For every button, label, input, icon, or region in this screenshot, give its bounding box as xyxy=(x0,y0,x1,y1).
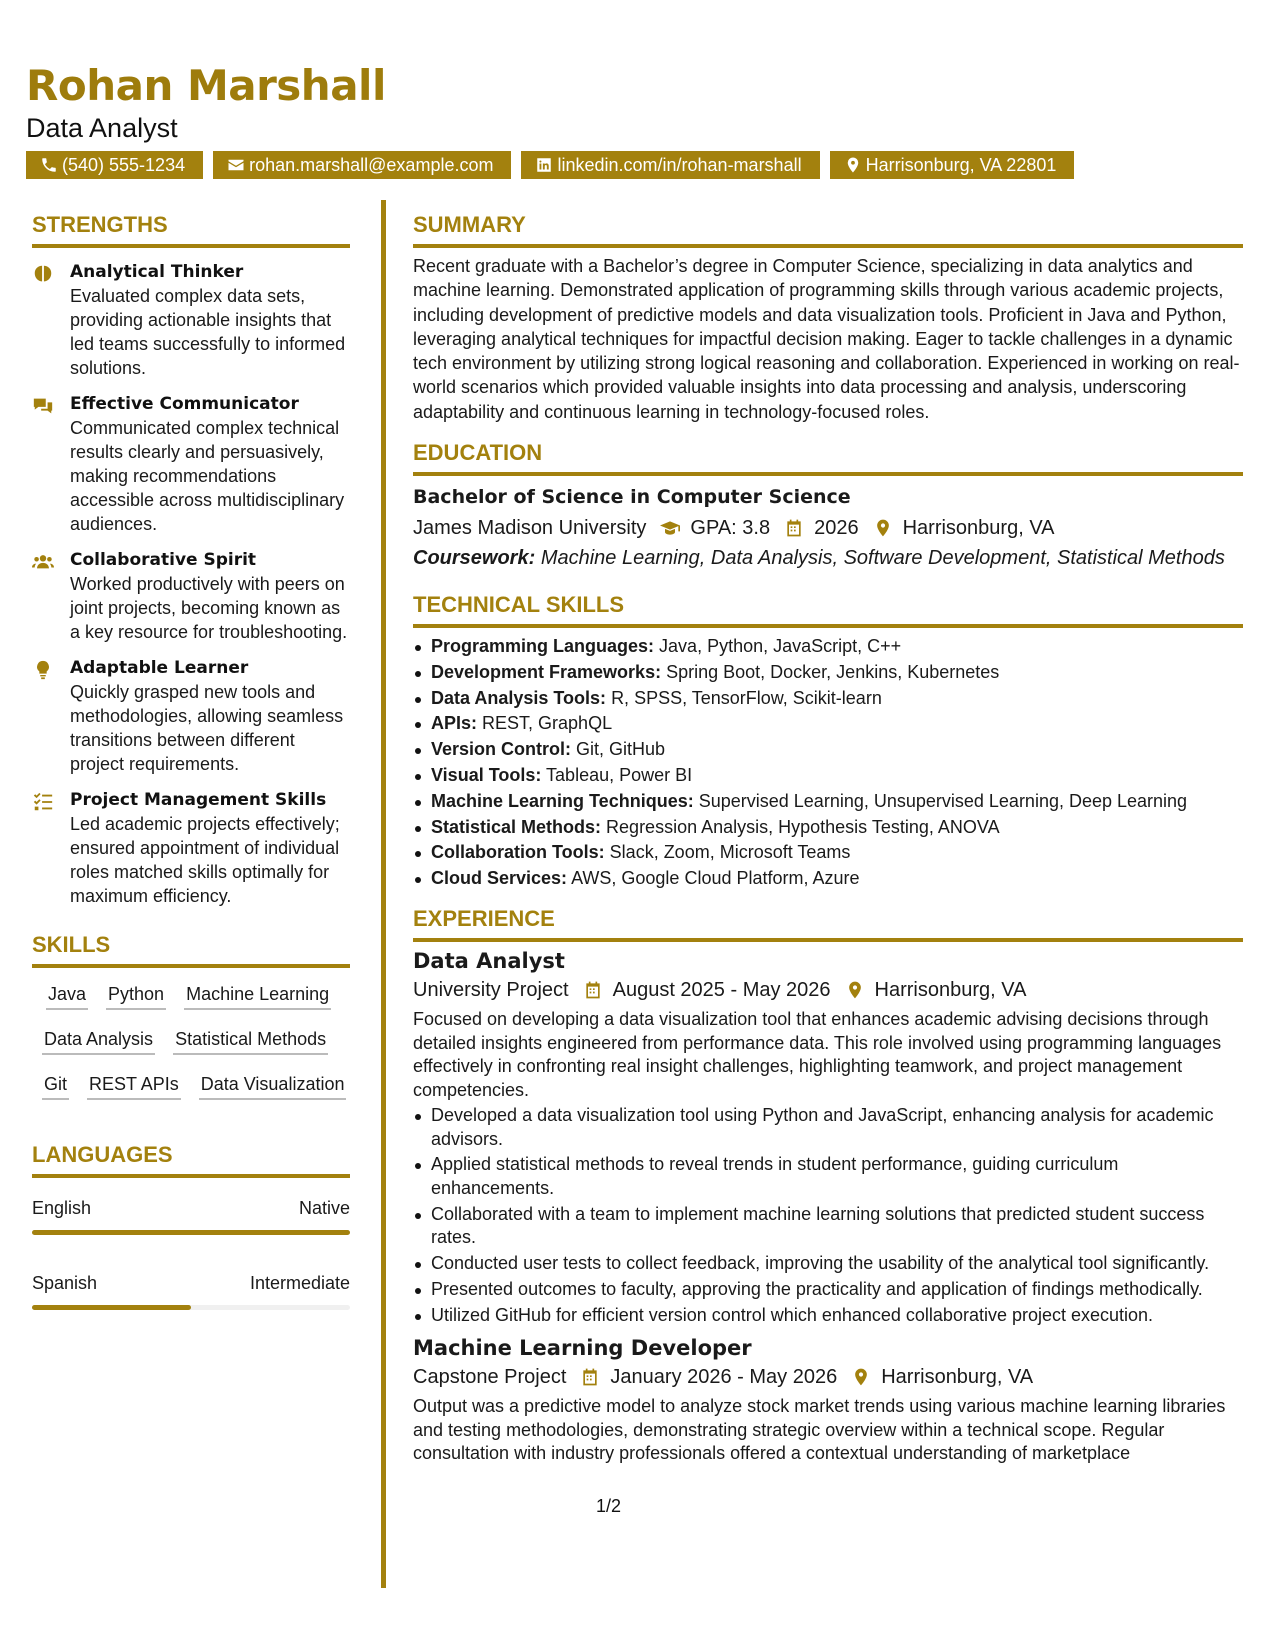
list-item xyxy=(413,686,1243,712)
list-item xyxy=(413,866,1243,892)
job-location: Harrisonburg, VA xyxy=(874,979,1027,1002)
skill-tag: Data Visualization xyxy=(199,1072,347,1100)
school-name: James Madison University xyxy=(413,517,647,540)
candidate-role: Data Analyst xyxy=(26,113,178,143)
skill-category: Collaboration Tools: xyxy=(431,842,605,863)
list-item xyxy=(413,840,1243,866)
list-item xyxy=(413,737,1243,763)
skill-values: Spring Boot, Docker, Jenkins, Kubernetes xyxy=(666,661,1000,682)
education-meta xyxy=(413,514,1243,542)
strength-title: Effective Communicator xyxy=(70,394,299,414)
skill-values: Java, Python, JavaScript, C++ xyxy=(659,636,902,657)
list-item: Presented outcomes to faculty, approving the practicality and application of findings methodically. xyxy=(413,1278,1243,1302)
technical-skills-list xyxy=(413,634,1243,892)
strength-item xyxy=(32,260,350,380)
skill-category: Visual Tools: xyxy=(431,765,542,786)
calendar-icon xyxy=(580,1367,600,1387)
skill-tag: REST APIs xyxy=(87,1072,181,1100)
page-number: 1/2 xyxy=(596,1496,622,1516)
strength-title: Project Management Skills xyxy=(70,790,327,810)
language-item xyxy=(32,1271,350,1310)
coursework-label: Coursework: xyxy=(413,547,536,570)
language-level: Native xyxy=(298,1198,350,1218)
map-pin-icon xyxy=(873,518,893,538)
strength-item xyxy=(32,656,350,776)
job-org: Capstone Project xyxy=(413,1366,567,1389)
languages-heading: LANGUAGES xyxy=(32,1140,350,1178)
list-item xyxy=(413,789,1243,815)
contact-linkedin-text: linkedin.com/in/rohan-marshall xyxy=(557,154,802,175)
strength-title: Analytical Thinker xyxy=(70,262,244,282)
strength-title: Adaptable Learner xyxy=(70,658,249,678)
skills-heading: SKILLS xyxy=(32,930,350,968)
skill-row xyxy=(42,1027,350,1055)
skill-category: Machine Learning Techniques: xyxy=(431,790,694,811)
job-description: Output was a predictive model to analyze stock market trends using various machine learning libraries and testing methodologies, demonstrating strategic overview within a technical scope. Regular consultation with industry professionals offered a contextual understanding of marketplace xyxy=(413,1396,1226,1464)
strength-desc: Worked productively with peers on joint projects, becoming known as a key resource for troubleshooting. xyxy=(70,574,348,642)
envelope-icon xyxy=(227,156,245,174)
job-meta xyxy=(413,976,1243,1004)
list-item xyxy=(413,815,1243,841)
strength-desc: Communicated complex technical results clearly and persuasively, making recommendations accessible across multidisciplinary audiences. xyxy=(70,418,345,534)
skill-values: Regression Analysis, Hypothesis Testing, ANOVA xyxy=(606,816,1000,837)
lightbulb-icon xyxy=(32,659,54,681)
language-item xyxy=(32,1196,350,1235)
language-name: Spanish xyxy=(32,1273,98,1293)
skill-values: Git, GitHub xyxy=(576,739,666,760)
list-item: Utilized GitHub for efficient version control which enhanced collaborative project execution. xyxy=(413,1304,1243,1328)
language-proficiency-bar xyxy=(32,1230,350,1235)
strengths-heading: STRENGTHS xyxy=(32,210,350,248)
skill-values: Tableau, Power BI xyxy=(546,765,693,786)
degree-title: Bachelor of Science in Computer Science xyxy=(413,486,851,509)
skill-tag: Statistical Methods xyxy=(173,1027,328,1055)
job-description: Focused on developing a data visualization tool that enhances academic advising decisions through detailed insights engineered from performance data. This role involved using programming languages effectively in confronting real insight challenges, highlighting teamwork, and project management competencies. xyxy=(413,1009,1222,1100)
skill-category: Version Control: xyxy=(431,739,572,760)
list-item: Developed a data visualization tool using Python and JavaScript, enhancing analysis for academic advisors. xyxy=(413,1104,1243,1151)
graduation-cap-icon xyxy=(660,518,680,538)
contact-location[interactable] xyxy=(830,151,1075,179)
candidate-name: Rohan Marshall xyxy=(26,61,386,110)
language-level: Intermediate xyxy=(249,1273,350,1293)
checklist-icon xyxy=(32,791,54,813)
strength-item xyxy=(32,788,350,908)
contact-linkedin[interactable] xyxy=(521,151,819,179)
column-divider xyxy=(381,200,386,1588)
language-name: English xyxy=(32,1198,92,1218)
skill-tag: Machine Learning xyxy=(184,982,331,1010)
calendar-icon xyxy=(583,980,603,1000)
summary-heading: SUMMARY xyxy=(413,210,1243,248)
job-dates: January 2026 - May 2026 xyxy=(610,1366,838,1389)
contact-bar xyxy=(26,151,1074,179)
skill-category: APIs: xyxy=(431,713,478,734)
list-item xyxy=(413,634,1243,660)
skill-category: Cloud Services: xyxy=(431,868,568,889)
job-title: Data Analyst xyxy=(413,949,565,974)
contact-location-text: Harrisonburg, VA 22801 xyxy=(865,154,1057,175)
skill-tag: Java xyxy=(46,982,88,1010)
experience-entry xyxy=(413,946,1243,1327)
skill-values: AWS, Google Cloud Platform, Azure xyxy=(571,868,860,889)
map-pin-icon xyxy=(851,1367,871,1387)
strength-desc: Quickly grasped new tools and methodologies, allowing seamless transitions between different project requirements. xyxy=(70,682,344,774)
list-item: Collaborated with a team to implement machine learning solutions that predicted student success rates. xyxy=(413,1203,1243,1250)
resume-header xyxy=(26,60,386,144)
strength-item xyxy=(32,548,350,644)
skill-values: Slack, Zoom, Microsoft Teams xyxy=(609,842,851,863)
language-proficiency-fill xyxy=(32,1305,191,1310)
job-title: Machine Learning Developer xyxy=(413,1336,752,1361)
linkedin-icon xyxy=(535,156,553,174)
school-location: Harrisonburg, VA xyxy=(902,517,1055,540)
skill-values: Supervised Learning, Unsupervised Learning, Deep Learning xyxy=(698,790,1188,811)
technical-skills-heading: TECHNICAL SKILLS xyxy=(413,590,1243,628)
calendar-icon xyxy=(784,518,804,538)
right-column xyxy=(413,210,1243,1466)
contact-phone-text: (540) 555-1234 xyxy=(62,154,186,175)
job-dates: August 2025 - May 2026 xyxy=(612,979,831,1002)
map-pin-icon xyxy=(844,156,862,174)
job-location: Harrisonburg, VA xyxy=(881,1366,1034,1389)
list-item xyxy=(413,660,1243,686)
skill-tag: Python xyxy=(106,982,166,1010)
strength-item xyxy=(32,392,350,536)
skill-tag: Data Analysis xyxy=(42,1027,155,1055)
skill-values: R, SPSS, TensorFlow, Scikit-learn xyxy=(611,687,882,708)
list-item xyxy=(413,711,1243,737)
strength-desc: Evaluated complex data sets, providing actionable insights that led teams successfully to informed solutions. xyxy=(70,286,346,378)
skill-values: REST, GraphQL xyxy=(482,713,613,734)
contact-email[interactable] xyxy=(213,151,511,179)
skill-row xyxy=(42,1072,350,1100)
list-item: Conducted user tests to collect feedback, improving the usability of the analytical tool significantly. xyxy=(413,1252,1243,1276)
education-heading: EDUCATION xyxy=(413,438,1243,476)
summary-text: Recent graduate with a Bachelor’s degree in Computer Science, specializing in data analytics and machine learning. Demonstrated application of programming skills through various academic projects, including development of predictive models and data visualization tools. Proficient in Java and Python, leveraging analytical techniques for impactful decision making. Eager to tackle challenges in a dynamic tech environment by utilizing strong logical reasoning and collaboration. Experienced in working on real-world scenarios which provided valuable insights into data processing and analysis, underscoring adaptability and continuous learning in technology-focused roles. xyxy=(413,256,1240,422)
comments-icon xyxy=(32,395,54,417)
skill-category: Development Frameworks: xyxy=(431,661,662,682)
skill-row xyxy=(42,982,350,1010)
gpa: GPA: 3.8 xyxy=(690,517,771,540)
job-org: University Project xyxy=(413,979,569,1002)
list-item xyxy=(413,763,1243,789)
job-meta xyxy=(413,1363,1243,1391)
phone-icon xyxy=(40,156,58,174)
skill-category: Statistical Methods: xyxy=(431,816,602,837)
contact-email-text: rohan.marshall@example.com xyxy=(249,154,494,175)
skills-list xyxy=(32,982,350,1100)
experience-heading: EXPERIENCE xyxy=(413,904,1243,942)
users-icon xyxy=(32,551,54,573)
job-achievements xyxy=(413,1104,1243,1327)
skill-category: Data Analysis Tools: xyxy=(431,687,607,708)
coursework xyxy=(413,544,1243,572)
strength-desc: Led academic projects effectively; ensured appointment of individual roles matched skills optimally for maximum efficiency. xyxy=(70,814,340,906)
language-proficiency-fill xyxy=(32,1230,350,1235)
contact-phone[interactable] xyxy=(26,151,203,179)
left-column xyxy=(32,210,350,1310)
map-pin-icon xyxy=(845,980,865,1000)
graduation-year: 2026 xyxy=(814,517,859,540)
brain-icon xyxy=(32,263,54,285)
skill-category: Programming Languages: xyxy=(431,636,655,657)
skill-tag: Git xyxy=(42,1072,69,1100)
coursework-list: Machine Learning, Data Analysis, Software Development, Statistical Methods xyxy=(540,547,1225,570)
list-item: Applied statistical methods to reveal trends in student performance, guiding curriculum enhancements. xyxy=(413,1153,1243,1200)
experience-entry xyxy=(413,1333,1243,1466)
language-proficiency-bar xyxy=(32,1305,350,1310)
strength-title: Collaborative Spirit xyxy=(70,550,257,570)
